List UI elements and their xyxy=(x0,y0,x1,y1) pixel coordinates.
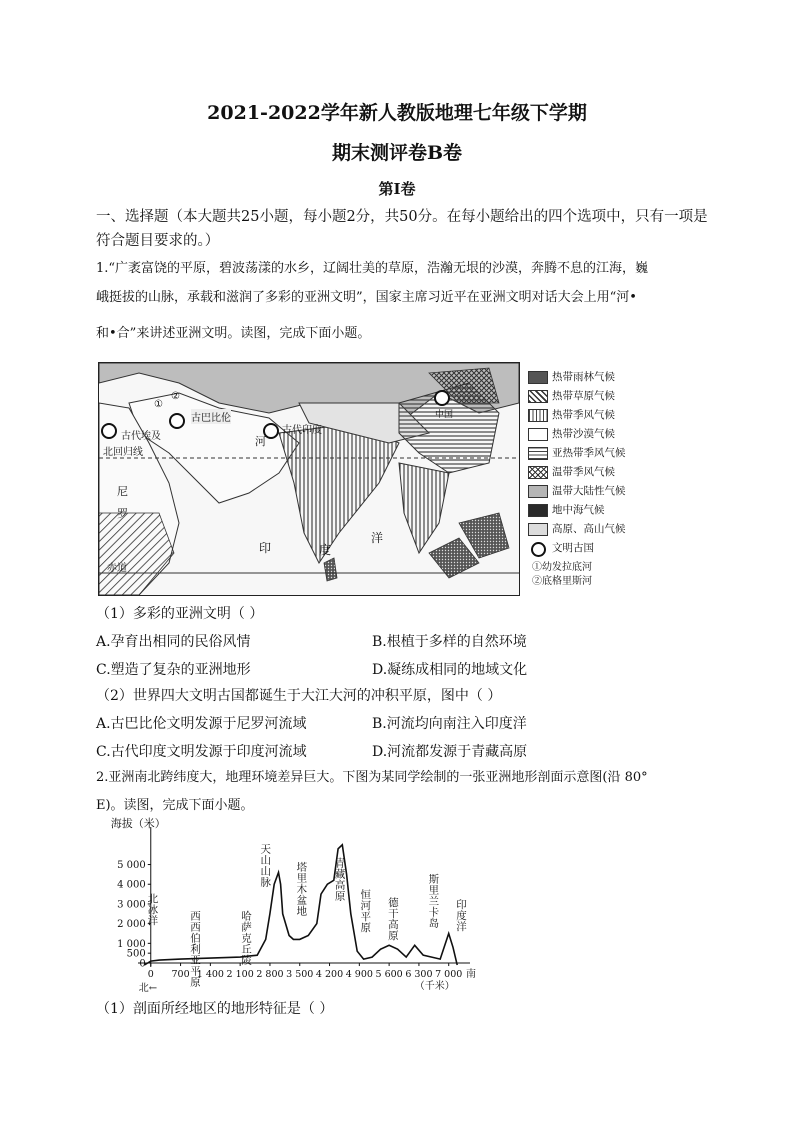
map-label-equator: 赤道 xyxy=(107,563,127,574)
y-tick-label: 500 xyxy=(126,948,146,960)
y-tick-label: 3 000 xyxy=(117,899,146,911)
legend-label: 热带草原气候 xyxy=(552,390,615,402)
exam-subtitle: 期末测评卷B卷 xyxy=(331,142,463,164)
q1-sub2-stem: （2）世界四大文明古国都诞生于大江大河的冲积平原，图中（ ） xyxy=(96,688,502,704)
legend-item xyxy=(528,463,668,481)
x-tick-label: 2 800 xyxy=(256,969,284,981)
south-label: 南 xyxy=(466,969,476,981)
north-label: 北← xyxy=(138,983,158,995)
terrain-annotation: 恒河平原 xyxy=(360,889,371,935)
question-1-line: 峨挺拔的山脉，承载和滋润了多彩的亚洲文明”，国家主席习近平在亚洲文明对话大会上用“河• xyxy=(96,290,637,305)
terrain-annotation: 北冰洋 xyxy=(147,892,159,927)
legend-item xyxy=(528,368,668,386)
section-heading: 第I卷 xyxy=(378,180,416,198)
legend-label: 热带沙漠气候 xyxy=(552,428,615,440)
question-1-line: 和•合”来讲述亚洲文明。读图，完成下面小题。 xyxy=(96,326,371,341)
map-label-tropic: 北回归线 xyxy=(103,447,143,458)
question-1-line: 1.“广袤富饶的平原，碧波荡漾的水乡，辽阔壮美的草原，浩瀚无垠的沙漠，奔腾不息的江海，巍 xyxy=(96,261,649,276)
instructions-line: 一、选择题（本大题共25小题，每小题2分，共50分。在每小题给出的四个选项中，只有一项是 xyxy=(96,209,708,225)
q1-sub1-option-a: A.孕育出相同的民俗风情 xyxy=(96,634,251,650)
climate-map xyxy=(98,362,520,596)
legend-label: 文明古国 xyxy=(552,542,594,554)
legend-swatch xyxy=(528,371,548,384)
x-tick-label: 700 xyxy=(171,969,190,981)
q1-sub2-option-c: C.古代印度文明发源于印度河流域 xyxy=(96,744,307,760)
instructions-line: 符合题目要求的。） xyxy=(96,233,220,249)
legend-label: 热带雨林气候 xyxy=(552,371,615,383)
legend-swatch xyxy=(528,466,548,479)
y-tick-label: 2 000 xyxy=(117,919,146,931)
legend-item xyxy=(528,425,668,443)
legend-label: 高原、高山气候 xyxy=(552,523,626,535)
terrain-annotation: 哈萨克丘陵 xyxy=(241,910,252,967)
legend-note: ①幼发拉底河 xyxy=(532,562,592,573)
instructions xyxy=(96,205,708,253)
map-label-nile-2: 罗 xyxy=(117,507,128,520)
legend-item xyxy=(528,520,668,538)
x-tick-label: 0 xyxy=(147,969,154,981)
legend-swatch xyxy=(528,409,548,422)
question-2-line: E)。读图，完成下面小题。 xyxy=(96,798,254,813)
legend-note: ②底格里斯河 xyxy=(532,576,592,587)
y-axis-label: 海拔（米） xyxy=(110,817,166,830)
legend-label: 亚热带季风气候 xyxy=(552,447,626,459)
map-label-ocean-1: 印 xyxy=(259,541,272,555)
q1-sub2-option-b: B.河流均向南注入印度洋 xyxy=(372,716,527,732)
civilization-marker xyxy=(264,424,278,438)
terrain-profile-chart xyxy=(90,815,490,995)
q2-sub1-stem: （1）剖面所经地区的地形特征是（ ） xyxy=(96,1001,334,1017)
x-tick-label: 3 500 xyxy=(286,969,314,981)
legend-item xyxy=(528,482,668,500)
q1-sub1-option-b: B.根植于多样的自然环境 xyxy=(372,634,527,650)
x-tick-label: 4 900 xyxy=(345,969,373,981)
civilization-marker xyxy=(102,424,116,438)
exam-title: 2021-2022学年新人教版地理七年级下学期 xyxy=(207,102,587,124)
q1-sub1-stem: （1）多彩的亚洲文明（ ） xyxy=(96,606,264,622)
x-tick-label: 5 600 xyxy=(375,969,403,981)
x-tick-label: 6 300 xyxy=(405,969,433,981)
legend-circle-icon xyxy=(531,542,546,557)
x-axis-label: （千米） xyxy=(414,981,455,993)
legend-swatch xyxy=(528,447,548,460)
terrain-annotation: 西西伯利亚平原 xyxy=(190,910,201,989)
climate-map-graphic xyxy=(99,363,519,595)
y-tick-label: 0 xyxy=(139,958,146,970)
map-label-nile: 尼 xyxy=(117,485,128,498)
map-label-ocean-3: 洋 xyxy=(371,531,384,545)
x-tick-label: 2 100 xyxy=(226,969,254,981)
map-legend xyxy=(528,368,668,598)
terrain-annotation: 印度洋 xyxy=(456,898,467,933)
map-label-ocean-2: 度 xyxy=(319,543,332,557)
terrain-annotation: 天山山脉 xyxy=(260,843,271,889)
map-label-india: 古代印度 xyxy=(282,425,322,436)
legend-label: 热带季风气候 xyxy=(552,409,615,421)
x-tick-label: 4 200 xyxy=(315,969,344,981)
terrain-annotation: 斯里兰卡岛 xyxy=(428,873,440,930)
legend-item xyxy=(528,444,668,462)
legend-label: 地中海气候 xyxy=(552,504,605,516)
legend-swatch xyxy=(528,390,548,403)
question-2-line: 2.亚洲南北跨纬度大，地理环境差异巨大。下图为某同学绘制的一张亚洲地形剖面示意图(沿 80° xyxy=(96,770,648,785)
map-label-river-1: ① xyxy=(154,399,163,410)
legend-swatch xyxy=(528,523,548,536)
q1-sub1-option-d: D.凝练成相同的地域文化 xyxy=(372,662,528,678)
q1-sub2-option-a: A.古巴比伦文明发源于尼罗河流域 xyxy=(96,716,307,732)
legend-item xyxy=(528,406,668,424)
y-tick-label: 4 000 xyxy=(117,879,146,891)
map-label-china: 中国 xyxy=(435,410,454,420)
x-tick-label: 1 400 xyxy=(196,969,224,981)
legend-swatch xyxy=(528,485,548,498)
legend-label: 温带季风气候 xyxy=(552,466,615,478)
q1-sub1-option-c: C.塑造了复杂的亚洲地形 xyxy=(96,662,251,678)
terrain-annotation: 德干高原 xyxy=(388,896,399,942)
legend-swatch xyxy=(528,428,548,441)
map-label-indus: 河 xyxy=(255,435,266,448)
y-tick-label: 1 000 xyxy=(117,938,146,950)
map-label-egypt: 古代埃及 xyxy=(121,431,161,442)
legend-label: 温带大陆性气候 xyxy=(552,485,626,497)
civilization-marker xyxy=(435,391,449,405)
legend-swatch xyxy=(528,504,548,517)
x-tick-label: 7 000 xyxy=(435,969,463,981)
civilization-marker xyxy=(170,414,184,428)
terrain-annotation: 塔里木盆地 xyxy=(296,861,308,918)
y-tick-label: 5 000 xyxy=(117,860,146,872)
q1-sub2-option-d: D.河流都发源于青藏高原 xyxy=(372,744,528,760)
legend-item xyxy=(528,387,668,405)
legend-item xyxy=(528,501,668,519)
map-label-babylon: 古巴比伦 xyxy=(191,409,231,424)
terrain-annotation: 青藏高原 xyxy=(334,857,346,903)
map-label-river-2: ② xyxy=(171,391,180,402)
legend-item xyxy=(528,539,668,557)
